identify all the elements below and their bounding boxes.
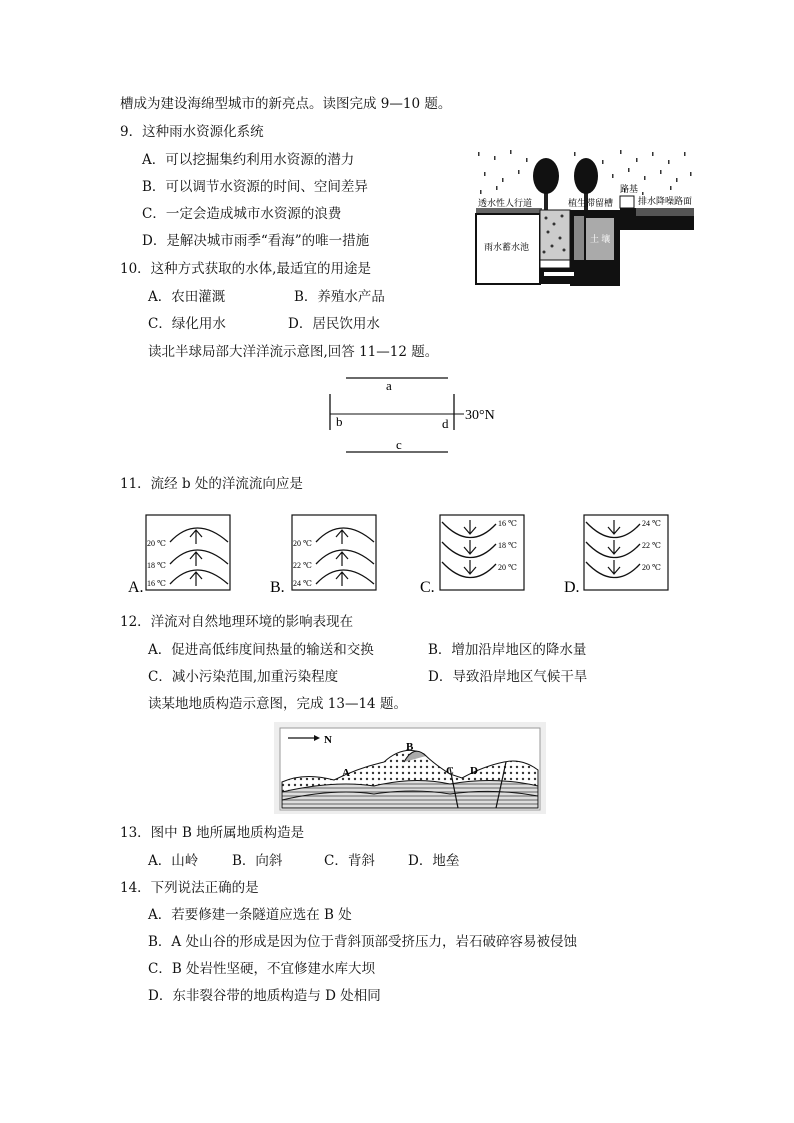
q10-stem: 10．这种方式获取的水体,最适宜的用途是 (120, 261, 371, 277)
intro-q11-12: 读北半球局部大洋洋流示意图,回答 11—12 题。 (148, 344, 439, 360)
label-walkway: 透水性人行道 (478, 198, 533, 208)
geo-label-a: A (342, 767, 350, 779)
q12-option-a: A．促进高低纬度间热量的输送和交换 (148, 642, 374, 658)
intro-text: 槽成为建设海绵型城市的新亮点。读图完成 9—10 题。 (120, 96, 452, 112)
geo-label-d: D (470, 765, 478, 777)
q11-b-temp-2: 22 ℃ (293, 561, 312, 570)
q12-option-b: B．增加沿岸地区的降水量 (428, 642, 587, 658)
q11-a-temp-3: 16 ℃ (147, 579, 166, 588)
q11-c-temp-3: 20 ℃ (498, 563, 517, 572)
q9-option-c: C．一定会造成城市水资源的浪费 (142, 206, 342, 222)
q13-option-d: D．地垒 (408, 853, 460, 869)
q9-option-a: A．可以挖掘集约利用水资源的潜力 (142, 152, 355, 168)
geo-north-label: N (324, 734, 332, 746)
q13-option-a: A．山岭 (148, 853, 199, 869)
q11-d-temp-1: 24 ℃ (642, 519, 661, 528)
q13-option-c: C．背斜 (324, 853, 375, 869)
q14-option-c: C．B 处岩性坚硬，不宜修建水库大坝 (148, 961, 376, 977)
label-road: 排水降噪路面 (638, 196, 693, 206)
q12-option-d: D．导致沿岸地区气候干旱 (428, 669, 588, 685)
geology-figure (274, 722, 546, 814)
q11-a-temp-2: 18 ℃ (147, 561, 166, 570)
q11-option-a-figure (126, 512, 242, 596)
q14-stem: 14．下列说法正确的是 (120, 880, 259, 896)
q11-option-b-letter: B. (270, 579, 285, 596)
q14-option-b: B．A 处山谷的形成是因为位于背斜顶部受挤压力，岩石破碎容易被侵蚀 (148, 934, 577, 950)
current-label-b: b (336, 414, 343, 429)
intro-q13-14: 读某地地质构造示意图，完成 13—14 题。 (148, 696, 407, 712)
q10-option-d: D．居民饮用水 (288, 316, 380, 332)
q11-b-temp-1: 20 ℃ (293, 539, 312, 548)
q11-option-c-letter: C. (420, 579, 435, 596)
label-tank: 雨水蓄水池 (484, 242, 530, 252)
q9-option-b: B．可以调节水资源的时间、空间差异 (142, 179, 368, 195)
q10-option-c: C．绿化用水 (148, 316, 226, 332)
q11-option-a-letter: A. (128, 579, 144, 596)
current-label-d: d (442, 416, 449, 431)
q10-option-a: A．农田灌溉 (148, 289, 226, 305)
current-label-lat: 30°N (465, 408, 495, 423)
q11-d-temp-3: 20 ℃ (642, 563, 661, 572)
q11-c-temp-1: 16 ℃ (498, 519, 517, 528)
q11-option-c-figure (418, 512, 534, 596)
q9-stem: 9．这种雨水资源化系统 (120, 124, 264, 140)
ocean-current-figure (324, 372, 504, 456)
rain-system-figure (474, 146, 696, 286)
geo-label-c: C (446, 765, 454, 777)
current-label-a: a (386, 378, 392, 393)
label-swale: 植生滞留槽 (568, 198, 614, 208)
q12-stem: 12．洋流对自然地理环境的影响表现在 (120, 614, 354, 630)
q11-option-d-figure (562, 512, 678, 596)
q11-a-temp-1: 20 ℃ (147, 539, 166, 548)
label-roadbed: 路基 (620, 184, 639, 194)
q10-option-b: B．养殖水产品 (294, 289, 385, 305)
q14-option-a: A．若要修建一条隧道应选在 B 处 (148, 907, 352, 923)
q11-b-temp-3: 24 ℃ (293, 579, 312, 588)
q11-stem: 11．流经 b 处的洋流流向应是 (120, 476, 303, 492)
label-soil: 土 壤 (590, 234, 611, 244)
q11-option-d-letter: D. (564, 579, 580, 596)
q12-option-c: C．减小污染范围,加重污染程度 (148, 669, 339, 685)
q11-c-temp-2: 18 ℃ (498, 541, 517, 550)
geo-label-b: B (406, 741, 414, 753)
q13-stem: 13．图中 B 地所属地质构造是 (120, 825, 305, 841)
q11-d-temp-2: 22 ℃ (642, 541, 661, 550)
q13-option-b: B．向斜 (232, 853, 283, 869)
current-label-c: c (396, 437, 402, 452)
q14-option-d: D．东非裂谷带的地质构造与 D 处相同 (148, 988, 381, 1004)
q11-option-b-figure (268, 512, 384, 596)
q9-option-d: D．是解决城市雨季“看海”的唯一措施 (142, 233, 370, 249)
